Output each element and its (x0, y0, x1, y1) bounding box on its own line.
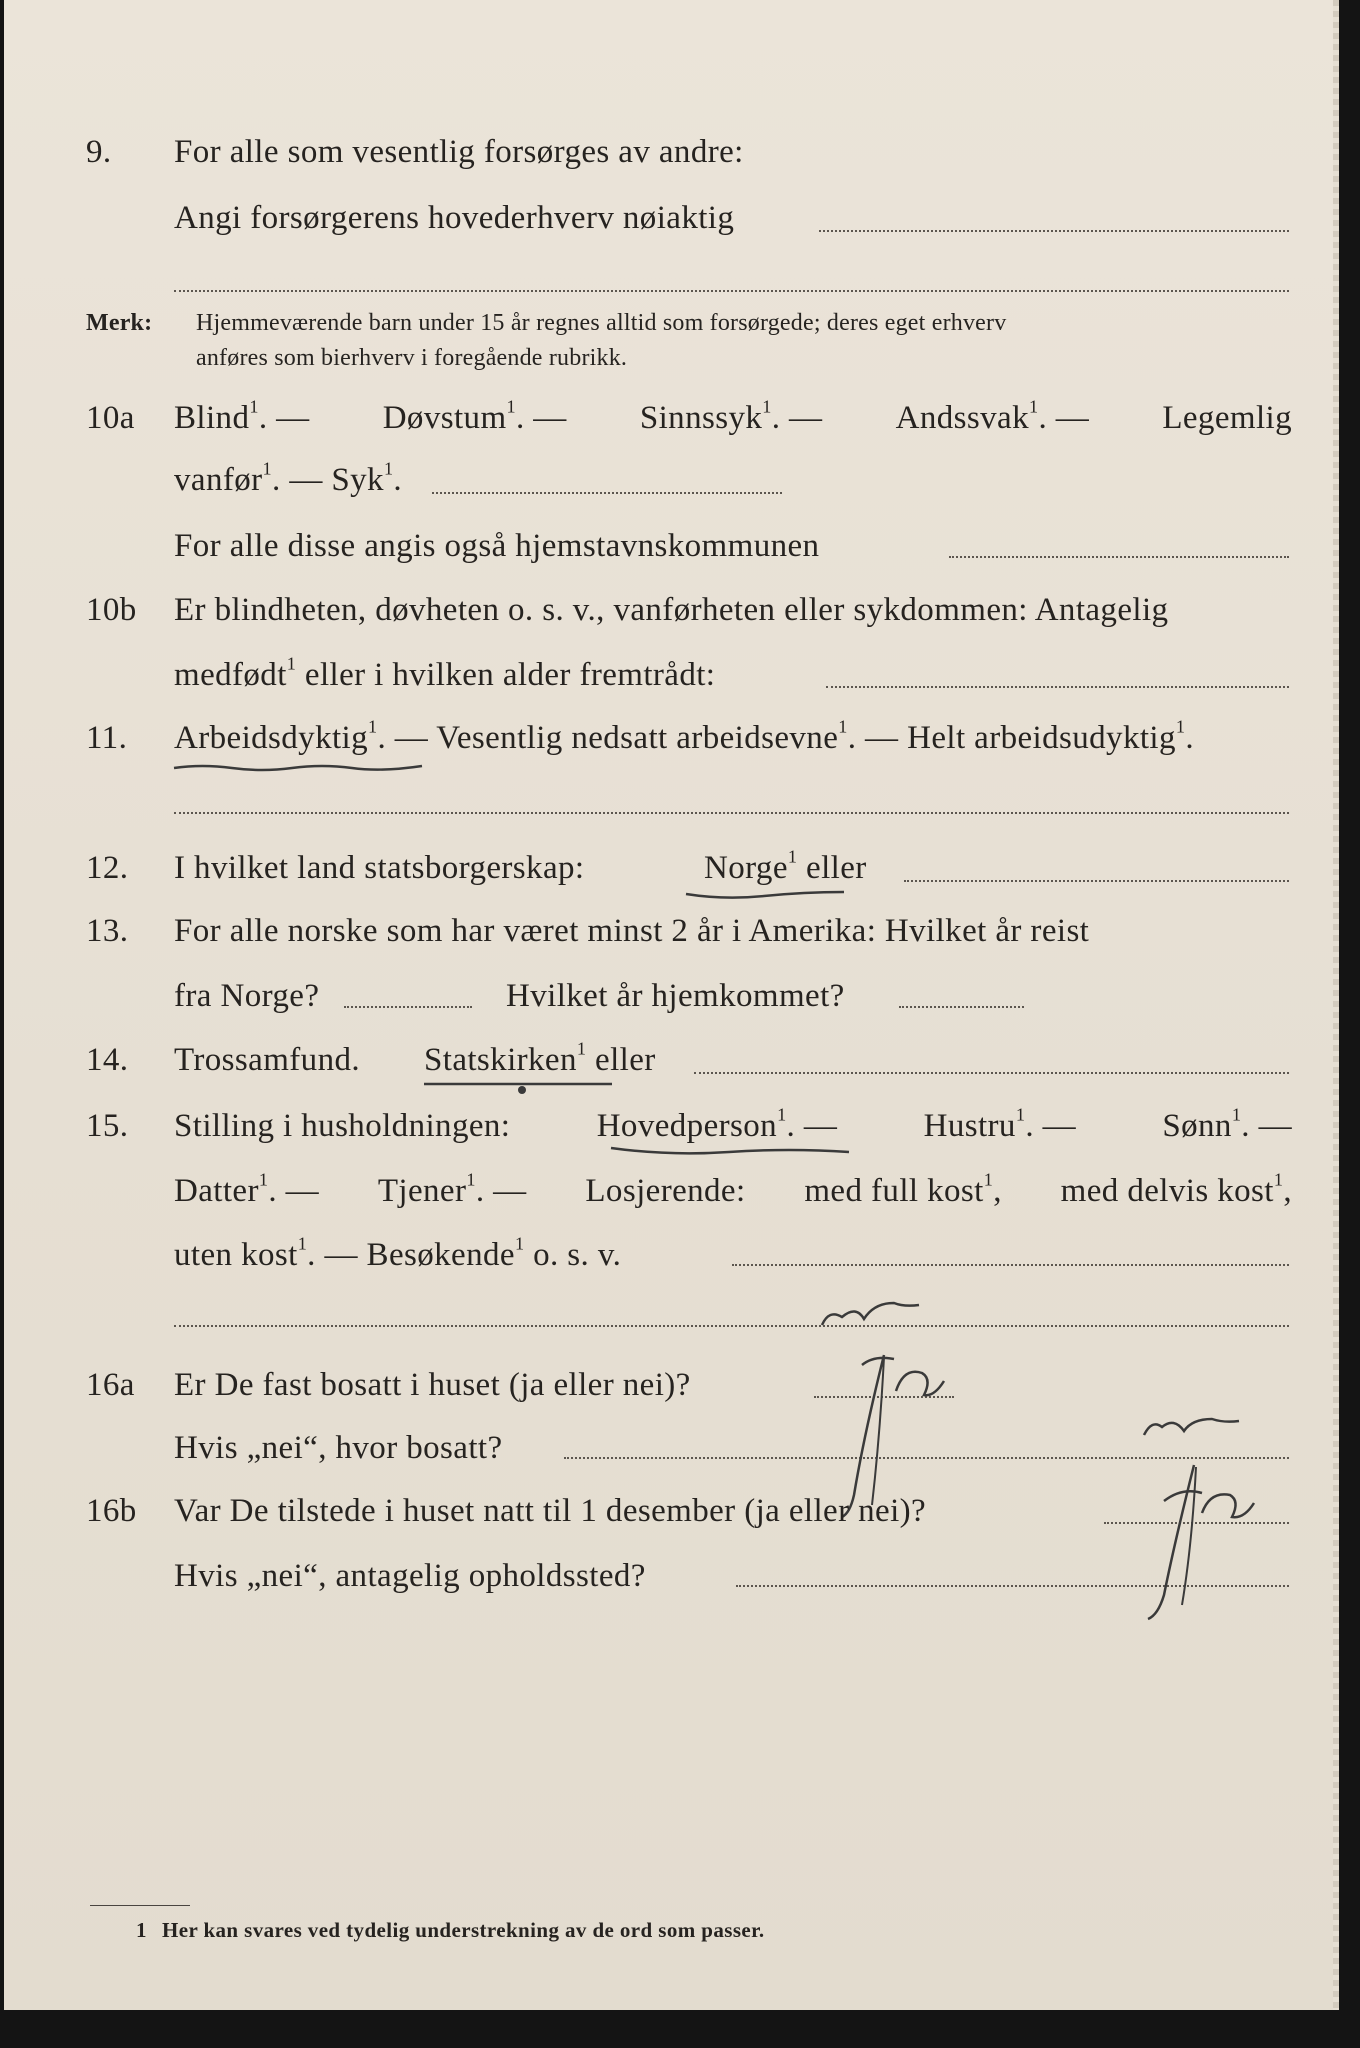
footnote-rule (90, 1905, 190, 1906)
option-sonn[interactable]: Sønn (1162, 1108, 1232, 1144)
q16b-number: 16b (86, 1493, 137, 1529)
option-tjener[interactable]: Tjener (377, 1173, 467, 1209)
q16b-handwritten-answer (1084, 1405, 1294, 1635)
option-nedsatt-arbeidsevne[interactable]: Vesentlig nedsatt arbeidsevne (436, 720, 839, 756)
option-syk[interactable]: Syk (331, 462, 384, 498)
q15-line-2: Datter$^1$. — Tjener$^1$. — Losjerende: med full kost$^1$, med delvis kost$^1$, (174, 1169, 1292, 1209)
q16b-location-label: Hvis „nei“, antagelig opholdssted? (174, 1558, 646, 1594)
q10b-age-field[interactable] (826, 686, 1289, 688)
option-delvis-kost[interactable]: med delvis kost (1060, 1173, 1274, 1209)
census-form-page (4, 0, 1339, 2010)
q12-number: 12. (86, 850, 129, 886)
q15-line-3: uten kost$^1$. — Besøkende$^1$ o. s. v. (174, 1233, 622, 1273)
option-blind[interactable]: Blind (174, 400, 250, 436)
q10a-syk-field[interactable] (432, 492, 782, 494)
note-line-1: Hjemmeværende barn under 15 år regnes alltid som forsørgede; deres eget erhverv (196, 310, 1007, 336)
q9-number: 9. (86, 134, 112, 170)
footnote-text: Her kan svares ved tydelig understrekning av de ord som passer. (162, 1918, 765, 1942)
q13-departure-year-field[interactable] (344, 1006, 472, 1008)
q12-handwritten-underline (684, 886, 854, 906)
q9-question: For alle som vesentlig forsørges av andre: (174, 134, 744, 170)
q16a-question: Er De fast bosatt i huset (ja eller nei)? (174, 1367, 691, 1403)
q15-handwritten-underline (609, 1142, 859, 1162)
q15-other-field[interactable] (732, 1264, 1289, 1266)
option-hustru[interactable]: Hustru (923, 1108, 1016, 1144)
q13-number: 13. (86, 913, 129, 949)
q12-question: I hvilket land statsborgerskap: (174, 850, 585, 886)
q11-number: 11. (86, 720, 128, 756)
q11-extra-field[interactable] (174, 812, 1289, 814)
q16a-handwritten-answer (784, 1295, 984, 1525)
q14-denomination-field[interactable] (694, 1072, 1289, 1074)
option-medfodt[interactable]: medfødt (174, 657, 287, 693)
q14-option: Statskirken$^1$ eller (424, 1038, 656, 1078)
q16b-question: Var De tilstede i huset natt til 1 desember (ja eller nei)? (174, 1493, 927, 1529)
q10a-home-municipality-field[interactable] (949, 556, 1289, 558)
option-norge[interactable]: Norge (704, 850, 788, 886)
q13-departure-label: fra Norge? (174, 978, 320, 1014)
option-andssvak[interactable]: Andssvak (895, 400, 1029, 436)
q12-option: Norge$^1$ eller (704, 846, 867, 886)
q10a-line-2: vanfør$^1$. — Syk$^1$. (174, 458, 403, 498)
q9-provider-field[interactable] (819, 230, 1289, 232)
option-vanfor[interactable]: vanfør (174, 462, 263, 498)
option-dovstum[interactable]: Døvstum (382, 400, 507, 436)
q12-citizenship-field[interactable] (904, 880, 1289, 882)
q9-provider-label: Angi forsørgerens hovederhverv nøiaktig (174, 200, 735, 236)
q16a-number: 16a (86, 1367, 135, 1403)
q14-handwritten-underline (422, 1076, 622, 1098)
note-label: Merk: (86, 310, 153, 336)
perforated-edge (1333, 0, 1339, 2010)
q10b-line-2: medfødt$^1$ eller i hvilken alder fremtrådt: (174, 653, 716, 693)
q10a-number: 10a (86, 400, 135, 436)
option-arbeidsudyktig[interactable]: Helt arbeidsudyktig (907, 720, 1176, 756)
footnote-mark: 1 (136, 1918, 147, 1942)
q10b-line-1: Er blindheten, døvheten o. s. v., vanførheten eller sykdommen: Antagelig (174, 592, 1169, 628)
q10a-options-row: Blind$^1$. — Døvstum$^1$. — Sinnssyk$^1$. — Andssvak$^1$. — Legemlig (174, 396, 1292, 436)
option-uten-kost[interactable]: uten kost (174, 1237, 298, 1273)
q10a-home-municipality-label: For alle disse angis også hjemstavnskommunen (174, 528, 820, 564)
q11-handwritten-underline (172, 758, 432, 778)
option-sinnssyk[interactable]: Sinnssyk (639, 400, 763, 436)
q13-return-label: Hvilket år hjemkommet? (506, 978, 845, 1014)
q13-return-year-field[interactable] (899, 1006, 1024, 1008)
q10b-number: 10b (86, 592, 137, 628)
option-statskirken[interactable]: Statskirken (424, 1042, 577, 1078)
q9-extra-field[interactable] (174, 290, 1289, 292)
q11-options: Arbeidsdyktig$^1$. — Vesentlig nedsatt arbeidsevne$^1$. — Helt arbeidsudyktig$^1$. (174, 716, 1195, 756)
q14-question: Trossamfund. (174, 1042, 361, 1078)
q16a-where-label: Hvis „nei“, hvor bosatt? (174, 1430, 503, 1466)
option-full-kost[interactable]: med full kost (804, 1173, 984, 1209)
option-arbeidsdyktig[interactable]: Arbeidsdyktig (174, 720, 369, 756)
q13-line-1: For alle norske som har været minst 2 år i Amerika: Hvilket år reist (174, 913, 1090, 949)
option-datter[interactable]: Datter (174, 1173, 259, 1209)
note-line-2: anføres som bierhverv i foregående rubrikk. (196, 345, 628, 371)
q15-number: 15. (86, 1108, 129, 1144)
q15-extra-field[interactable] (174, 1325, 1289, 1327)
option-besokende[interactable]: Besøkende (366, 1237, 515, 1273)
q14-number: 14. (86, 1042, 129, 1078)
q15-line-1: Stilling i husholdningen: Hovedperson$^1$. — Hustru$^1$. — Sønn$^1$. — (174, 1104, 1292, 1144)
option-hovedperson[interactable]: Hovedperson (596, 1108, 778, 1144)
option-legemlig[interactable]: Legemlig (1162, 400, 1292, 436)
